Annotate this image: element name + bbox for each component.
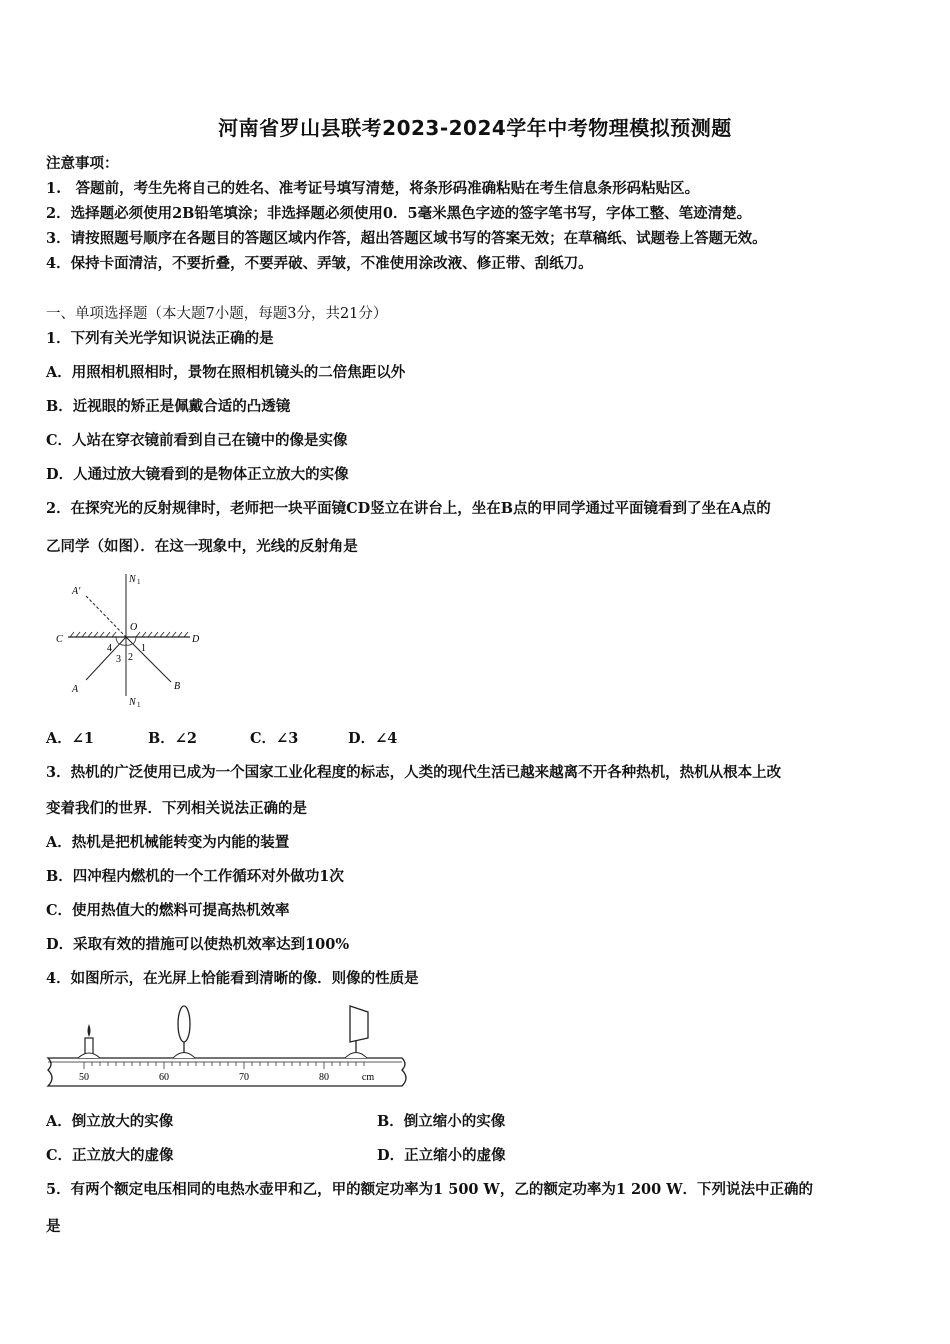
q3-option-a: A．热机是把机械能转变为内能的装置 — [46, 834, 290, 851]
notice-item: 4．保持卡面清洁，不要折叠，不要弄破、弄皱，不准使用涂改液、修正带、刮纸刀。 — [46, 255, 593, 272]
q5-stem-line1: 5．有两个额定电压相同的电热水壶甲和乙，甲的额定功率为1 500 W，乙的额定功率为1 200 W．下列说法中正确的 — [46, 1181, 814, 1198]
q4-stem: 4．如图所示，在光屏上恰能看到清晰的像．则像的性质是 — [46, 970, 419, 987]
optical-bench-diagram — [44, 1000, 414, 1092]
tick-label-70: 70 — [239, 1072, 249, 1083]
q4-option-b: B．倒立缩小的实像 — [377, 1113, 506, 1130]
q2-option-d: D．∠4 — [348, 730, 398, 747]
convex-lens — [178, 1006, 190, 1042]
q1-option-a: A．用照相机照相时，景物在照相机镜头的二倍焦距以外 — [46, 364, 406, 381]
q3-stem-line1: 3．热机的广泛使用已成为一个国家工业化程度的标志，人类的现代生活已越来越离不开各种热机，热机从根本上改 — [46, 764, 782, 781]
notice-item: 3．请按照题号顺序在各题目的答题区域内作答，超出答题区域书写的答案无效；在草稿纸、试题卷上答题无效。 — [46, 230, 767, 247]
tick-label-80: 80 — [319, 1072, 329, 1083]
section-heading: 一、单项选择题（本大题7小题，每题3分，共21分） — [46, 306, 388, 322]
q1-option-b: B．近视眼的矫正是佩戴合适的凸透镜 — [46, 398, 291, 415]
page-title: 河南省罗山县联考2023-2024学年中考物理模拟预测题 — [218, 116, 732, 140]
label-n-bottom-sub: 1 — [137, 701, 141, 709]
label-n-bottom: N — [129, 697, 136, 708]
tick-label-unit: cm — [361, 1072, 375, 1083]
q2-option-b: B．∠2 — [148, 730, 197, 747]
label-a-prime: A′ — [72, 586, 81, 597]
label-c: C — [56, 634, 63, 645]
label-angle-4: 4 — [107, 643, 112, 654]
label-n-top: N — [129, 574, 136, 585]
candle-flame — [88, 1024, 91, 1037]
q3-option-b: B．四冲程内燃机的一个工作循环对外做功1次 — [46, 868, 344, 885]
notice-item: 1. 答题前，考生先将自己的姓名、准考证号填写清楚，将条形码准确粘贴在考生信息条形码粘贴区。 — [46, 180, 700, 197]
label-n-top-sub: 1 — [137, 578, 141, 586]
q2-option-c: C．∠3 — [250, 730, 299, 747]
q1-option-d: D．人通过放大镜看到的是物体正立放大的实像 — [46, 466, 349, 483]
tick-label-60: 60 — [159, 1072, 169, 1083]
q4-option-c: C．正立放大的虚像 — [46, 1147, 174, 1164]
q1-stem: 1．下列有关光学知识说法正确的是 — [46, 330, 274, 347]
q2-stem-line1: 2．在探究光的反射规律时，老师把一块平面镜CD竖立在讲台上，坐在B点的甲同学通过平面镜看到了坐在A点的 — [46, 500, 771, 517]
label-angle-3: 3 — [116, 654, 121, 665]
label-o: O — [130, 622, 138, 633]
label-angle-1: 1 — [141, 643, 146, 654]
q1-option-c: C．人站在穿衣镜前看到自己在镜中的像是实像 — [46, 432, 348, 449]
notice-item: 2．选择题必须使用2B铅笔填涂；非选择题必须使用0．5毫米黑色字迹的签字笔书写，字体工整、笔迹清楚。 — [46, 205, 752, 222]
light-screen — [350, 1006, 368, 1042]
q2-option-a: A．∠1 — [46, 730, 94, 747]
label-angle-2: 2 — [128, 652, 133, 663]
label-a: A — [72, 684, 79, 695]
label-d: D — [192, 634, 200, 645]
tick-label-50: 50 — [79, 1072, 89, 1083]
q5-stem-line2: 是 — [46, 1218, 61, 1235]
notice-heading: 注意事项： — [46, 155, 119, 172]
q3-stem-line2: 变着我们的世界．下列相关说法正确的是 — [46, 800, 307, 817]
q4-option-a: A．倒立放大的实像 — [46, 1113, 174, 1130]
reflection-diagram — [50, 568, 210, 718]
label-b: B — [174, 681, 181, 692]
q3-option-d: D．采取有效的措施可以使热机效率达到100% — [46, 936, 350, 953]
q3-option-c: C．使用热值大的燃料可提高热机效率 — [46, 902, 290, 919]
q2-stem-line2: 乙同学（如图）．在这一现象中，光线的反射角是 — [46, 538, 358, 555]
q4-option-d: D．正立缩小的虚像 — [377, 1147, 506, 1164]
